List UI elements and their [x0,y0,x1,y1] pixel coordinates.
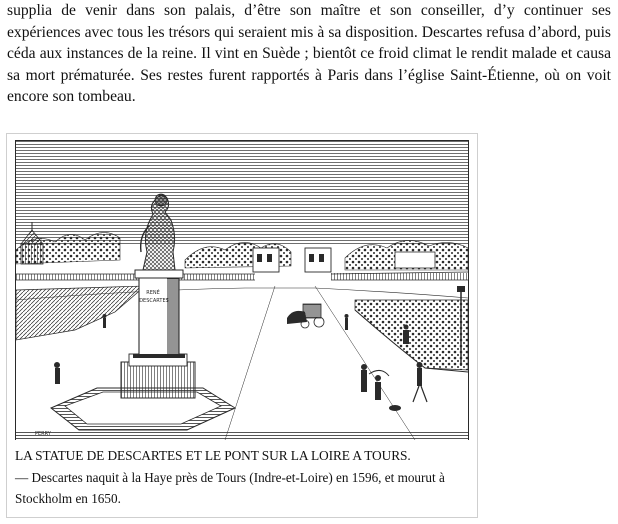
engraving-illustration [15,140,469,440]
body-paragraph: supplia de venir dans son palais, d’être son maître et son conseiller, d’y continuer ses expériences avec tous les trésors qui seraient mis à sa disposition. Descartes refusa d’abord, puis céda aux instances de la reine. Il vint en Suède ; bientôt ce froid climat le rendit malade et causa sa mort prématurée. Ses restes furent rapportés à Paris dans l’église Saint-Étienne, où on voit encore son tombeau. [7,2,611,105]
caption-title: LA STATUE DE DESCARTES ET LE PONT SUR LA LOIRE A TOURS. [15,448,411,463]
figure [6,133,478,518]
statue-inscription-line2: DESCARTES [139,298,169,304]
sky [16,141,468,246]
statue-inscription-line1: RENÉ [146,290,160,296]
caption-body: — Descartes naquit à la Haye près de Tours (Indre-et-Loire) en 1596, et mourut à Stockholm en 1650. [15,469,445,506]
figure-caption [15,445,471,510]
engraver-signature: PERRY [35,431,51,437]
